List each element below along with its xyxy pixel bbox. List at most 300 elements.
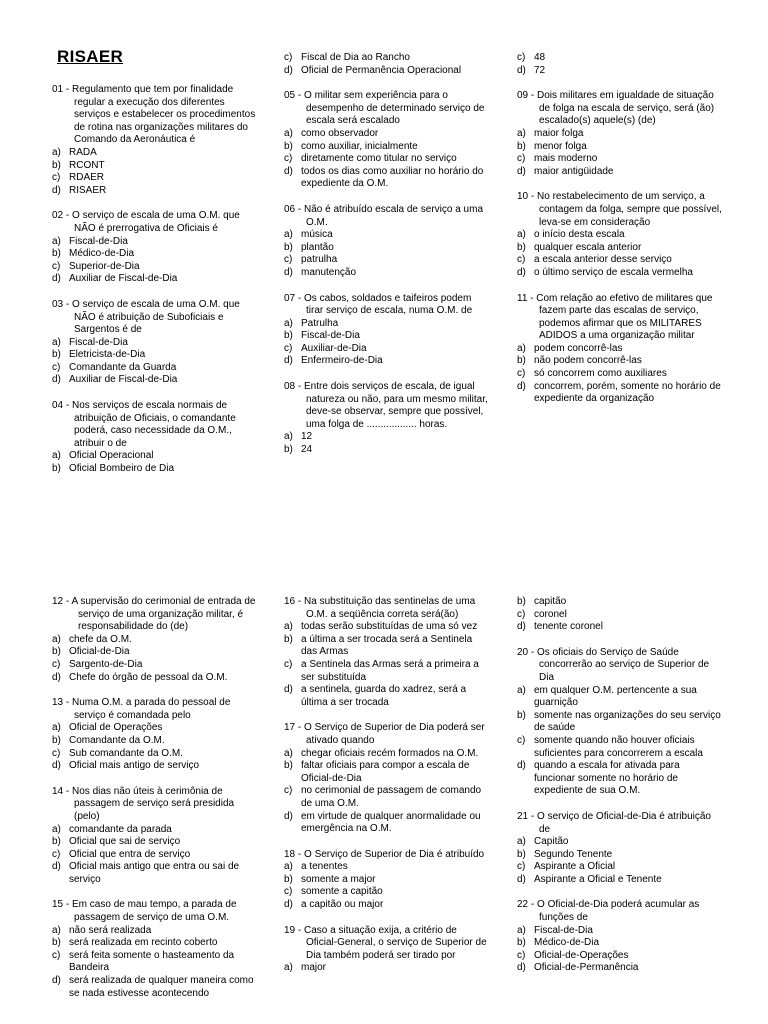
option-letter: b) bbox=[517, 937, 526, 949]
option-text: Oficial mais antigo de serviço bbox=[69, 760, 200, 772]
option-text: Patrulha bbox=[301, 317, 339, 329]
answer-option bbox=[517, 962, 722, 975]
option-letter: a) bbox=[517, 836, 526, 848]
question-text: 12 - A supervisão do cerimonial de entrada de serviço de uma organização militar, é responsabilidade do (de) bbox=[52, 596, 256, 633]
question-text: 05 - O militar sem experiência para o desempenho de determinado serviço de escala será escalado bbox=[284, 90, 485, 127]
option-letter: b) bbox=[284, 241, 293, 253]
option-letter: d) bbox=[52, 861, 61, 873]
option-letter: a) bbox=[517, 684, 526, 696]
question-block bbox=[517, 596, 722, 634]
option-letter: d) bbox=[517, 64, 526, 76]
option-letter: d) bbox=[52, 975, 61, 987]
answer-option bbox=[517, 355, 722, 368]
option-text: Superior-de-Dia bbox=[69, 260, 140, 272]
answer-option bbox=[52, 735, 257, 748]
option-letter: d) bbox=[284, 355, 293, 367]
option-text: Oficial mais antigo que entra ou sai de serviço bbox=[69, 861, 240, 885]
option-letter: c) bbox=[517, 153, 526, 165]
option-text: tenente coronel bbox=[534, 621, 603, 633]
option-text: no cerimonial de passagem de comando de uma O.M. bbox=[301, 785, 482, 809]
question-block bbox=[52, 786, 257, 887]
answer-option bbox=[284, 899, 489, 912]
question-text: 02 - O serviço de escala de uma O.M. que NÃO é prerrogativa de Oficiais é bbox=[52, 210, 240, 234]
question-text: 22 - O Oficial-de-Dia poderá acumular as funções de bbox=[517, 899, 700, 924]
option-letter: c) bbox=[52, 172, 61, 184]
answer-option bbox=[517, 596, 722, 609]
option-text: Auxiliar-de-Dia bbox=[301, 342, 367, 354]
option-text: Médico-de-Dia bbox=[69, 248, 135, 260]
answer-option bbox=[52, 760, 257, 773]
answer-option bbox=[52, 836, 257, 849]
answer-option bbox=[284, 128, 489, 141]
question-text: 08 - Entre dois serviços de escala, de igual natureza ou não, para um mesmo militar, deve-se observar, sempre que possível, uma folga de .................. horas. bbox=[284, 381, 488, 430]
option-letter: c) bbox=[517, 254, 526, 266]
column bbox=[284, 52, 489, 470]
option-letter: a) bbox=[517, 924, 526, 936]
question-block bbox=[284, 849, 489, 912]
option-text: coronel bbox=[534, 608, 567, 620]
option-letter: d) bbox=[52, 184, 61, 196]
option-text: 24 bbox=[301, 444, 313, 456]
answer-option bbox=[517, 242, 722, 255]
option-letter: a) bbox=[52, 146, 61, 158]
answer-option bbox=[52, 463, 257, 476]
option-text: chefe da O.M. bbox=[69, 633, 132, 645]
option-letter: c) bbox=[52, 260, 61, 272]
option-letter: a) bbox=[284, 229, 293, 241]
question-text: 06 - Não é atribuído escala de serviço a uma O.M. bbox=[284, 203, 483, 228]
option-letter: b) bbox=[52, 349, 61, 361]
option-text: 72 bbox=[534, 64, 546, 76]
answer-option bbox=[284, 52, 489, 65]
option-text: mais moderno bbox=[534, 153, 598, 165]
option-text: 12 bbox=[301, 431, 313, 443]
question-text: 09 - Dois militares em igualdade de situação de folga na escala de serviço, será (ão) escalado(s) aquele(s) (de) bbox=[517, 90, 715, 127]
question-text: 19 - Caso a situação exija, a critério de Oficial-General, o serviço de Superior de Dia também poderá ser tirado por bbox=[284, 924, 487, 961]
question-block bbox=[517, 293, 722, 406]
answer-option bbox=[284, 659, 489, 684]
option-letter: c) bbox=[284, 52, 293, 63]
option-letter: b) bbox=[517, 709, 526, 721]
question-text: 13 - Numa O.M. a parada do pessoal de serviço é comandada pelo bbox=[52, 697, 231, 721]
answer-option bbox=[517, 141, 722, 154]
answer-option bbox=[52, 362, 257, 375]
option-text: não será realizada bbox=[69, 924, 152, 936]
question-block bbox=[517, 90, 722, 178]
option-letter: c) bbox=[517, 608, 526, 620]
option-text: somente quando não houver oficiais suficientes para concorrerem a escala bbox=[534, 734, 703, 759]
column bbox=[284, 596, 489, 988]
question-block bbox=[284, 293, 489, 369]
option-letter: c) bbox=[284, 254, 293, 266]
option-letter: a) bbox=[52, 450, 61, 462]
question-block bbox=[52, 697, 257, 773]
answer-option bbox=[284, 65, 489, 78]
option-text: Fiscal-de-Dia bbox=[534, 924, 593, 936]
answer-option bbox=[517, 950, 722, 963]
option-text: menor folga bbox=[534, 140, 587, 152]
option-text: plantão bbox=[301, 241, 334, 253]
option-letter: b) bbox=[52, 836, 61, 848]
question-block bbox=[284, 52, 489, 77]
option-letter: d) bbox=[284, 165, 293, 177]
question-block bbox=[284, 925, 489, 975]
answer-option bbox=[517, 861, 722, 874]
answer-option bbox=[284, 267, 489, 280]
option-text: será realizada de qualquer maneira como se nada estivesse acontecendo bbox=[69, 975, 254, 999]
question-block bbox=[517, 647, 722, 798]
question-block bbox=[52, 400, 257, 476]
option-text: a tenentes bbox=[301, 861, 348, 873]
option-text: Aspirante a Oficial e Tenente bbox=[534, 873, 662, 885]
option-text: somente nas organizações do seu serviço de saúde bbox=[534, 709, 721, 734]
answer-option bbox=[517, 621, 722, 634]
option-letter: b) bbox=[52, 937, 61, 949]
answer-option bbox=[517, 735, 722, 760]
option-text: Oficial-de-Permanência bbox=[534, 962, 639, 974]
question-block bbox=[52, 210, 257, 286]
answer-option bbox=[517, 65, 722, 78]
answer-option bbox=[284, 166, 489, 191]
option-letter: a) bbox=[284, 962, 293, 974]
answer-option bbox=[284, 254, 489, 267]
option-text: manutenção bbox=[301, 266, 357, 278]
option-letter: c) bbox=[52, 747, 61, 759]
option-text: Oficial Bombeiro de Dia bbox=[69, 463, 175, 475]
answer-option bbox=[284, 861, 489, 874]
question-text: 15 - Em caso de mau tempo, a parada de passagem de serviço de uma O.M. bbox=[52, 899, 237, 924]
answer-option bbox=[52, 185, 257, 198]
option-text: o último serviço de escala vermelha bbox=[534, 266, 693, 278]
answer-option bbox=[52, 374, 257, 387]
option-text: Eletricista-de-Dia bbox=[69, 349, 146, 361]
option-text: Enfermeiro-de-Dia bbox=[301, 355, 383, 367]
question-text: 11 - Com relação ao efetivo de militares que fazem parte das escalas de serviço, podemos afirmar que os MILITARES ADIDOS a uma organização militar bbox=[517, 292, 713, 342]
option-text: somente a capitão bbox=[301, 886, 383, 898]
option-letter: c) bbox=[52, 848, 61, 860]
option-letter: a) bbox=[284, 317, 293, 329]
option-text: Oficial de Permanência Operacional bbox=[301, 64, 462, 76]
answer-option bbox=[284, 242, 489, 255]
option-text: faltar oficiais para compor a escala de Oficial-de-Dia bbox=[301, 760, 470, 784]
question-block bbox=[52, 899, 257, 1000]
column bbox=[52, 596, 257, 1013]
question-text: 21 - O serviço de Oficial-de-Dia é atribuição de bbox=[517, 810, 711, 835]
option-letter: d) bbox=[284, 899, 293, 911]
answer-option bbox=[284, 621, 489, 634]
answer-option bbox=[52, 722, 257, 735]
answer-option bbox=[52, 450, 257, 463]
answer-option bbox=[517, 937, 722, 950]
option-letter: a) bbox=[284, 747, 293, 759]
option-letter: b) bbox=[52, 646, 61, 658]
option-letter: b) bbox=[284, 873, 293, 885]
answer-option bbox=[284, 355, 489, 368]
answer-option bbox=[517, 343, 722, 356]
option-letter: a) bbox=[284, 861, 293, 873]
option-letter: b) bbox=[517, 848, 526, 860]
option-text: todas serão substituídas de uma só vez bbox=[301, 621, 478, 633]
question-text: 18 - O Serviço de Superior de Dia é atribuído bbox=[284, 848, 485, 860]
answer-option bbox=[52, 937, 257, 950]
option-letter: b) bbox=[517, 355, 526, 367]
option-letter: d) bbox=[517, 962, 526, 974]
option-letter: d) bbox=[52, 671, 61, 683]
option-letter: b) bbox=[284, 444, 293, 456]
option-letter: c) bbox=[517, 949, 526, 961]
option-text: todos os dias como auxiliar no horário do expediente da O.M. bbox=[301, 165, 484, 190]
question-text: 01 - Regulamento que tem por finalidade regular a execução dos diferentes serviços e estabelecer os procedimentos de rotina nas organizações militares do Comando da Aeronáutica é bbox=[52, 84, 256, 146]
option-letter: d) bbox=[284, 684, 293, 696]
option-text: a escala anterior desse serviço bbox=[534, 254, 672, 266]
option-letter: b) bbox=[52, 159, 61, 171]
option-text: capitão bbox=[534, 596, 567, 607]
option-text: em virtude de qualquer anormalidade ou emergência na O.M. bbox=[301, 810, 481, 835]
answer-option bbox=[517, 685, 722, 710]
answer-option bbox=[284, 811, 489, 836]
option-text: RCONT bbox=[69, 159, 105, 171]
answer-option bbox=[284, 153, 489, 166]
option-letter: a) bbox=[52, 722, 61, 734]
option-letter: c) bbox=[284, 342, 293, 354]
answer-option bbox=[284, 684, 489, 709]
option-text: Oficial que sai de serviço bbox=[69, 836, 181, 848]
option-letter: c) bbox=[517, 52, 526, 63]
option-text: Auxiliar de Fiscal-de-Dia bbox=[69, 374, 178, 386]
answer-option bbox=[52, 659, 257, 672]
option-letter: d) bbox=[52, 374, 61, 386]
question-block bbox=[284, 722, 489, 835]
option-letter: a) bbox=[52, 235, 61, 247]
answer-option bbox=[517, 849, 722, 862]
column bbox=[52, 84, 257, 489]
question-block bbox=[52, 84, 257, 197]
option-letter: d) bbox=[517, 760, 526, 772]
answer-option bbox=[52, 349, 257, 362]
option-letter: c) bbox=[284, 785, 293, 797]
option-letter: a) bbox=[284, 127, 293, 139]
option-text: qualquer escala anterior bbox=[534, 241, 642, 253]
answer-option bbox=[517, 760, 722, 798]
option-text: RADA bbox=[69, 146, 97, 158]
question-block bbox=[517, 899, 722, 975]
answer-option bbox=[284, 962, 489, 975]
answer-option bbox=[52, 147, 257, 160]
option-text: Segundo Tenente bbox=[534, 848, 613, 860]
option-letter: d) bbox=[517, 165, 526, 177]
option-text: major bbox=[301, 962, 327, 974]
answer-option bbox=[52, 261, 257, 274]
answer-option bbox=[52, 273, 257, 286]
option-letter: d) bbox=[52, 760, 61, 772]
answer-option bbox=[52, 672, 257, 685]
answer-option bbox=[284, 141, 489, 154]
option-text: maior antigüidade bbox=[534, 165, 614, 177]
option-text: Fiscal-de-Dia bbox=[301, 330, 360, 342]
option-text: o início desta escala bbox=[534, 229, 625, 241]
option-text: RISAER bbox=[69, 184, 107, 196]
answer-option bbox=[517, 128, 722, 141]
answer-option bbox=[284, 444, 489, 457]
option-text: maior folga bbox=[534, 127, 584, 139]
option-letter: b) bbox=[284, 760, 293, 772]
option-text: Comandante da O.M. bbox=[69, 734, 165, 746]
option-letter: a) bbox=[52, 336, 61, 348]
question-text: 04 - Nos serviços de escala normais de atribuição de Oficiais, o comandante poderá, caso necessidade da O.M., atribuir o de bbox=[52, 400, 236, 449]
option-letter: a) bbox=[52, 924, 61, 936]
option-text: Oficial que entra de serviço bbox=[69, 848, 191, 860]
option-text: patrulha bbox=[301, 254, 338, 266]
option-letter: b) bbox=[284, 330, 293, 342]
option-text: será feita somente o hasteamento da Bandeira bbox=[69, 949, 235, 974]
option-letter: b) bbox=[284, 633, 293, 645]
question-text: 07 - Os cabos, soldados e taifeiros podem tirar serviço de escala, numa O.M. de bbox=[284, 292, 473, 317]
option-letter: c) bbox=[284, 886, 293, 898]
option-letter: b) bbox=[284, 140, 293, 152]
option-letter: a) bbox=[517, 127, 526, 139]
option-text: RDAER bbox=[69, 172, 105, 184]
answer-option bbox=[52, 172, 257, 185]
option-text: não podem concorrê-las bbox=[534, 355, 642, 367]
answer-option bbox=[284, 318, 489, 331]
answer-option bbox=[517, 368, 722, 381]
answer-option bbox=[284, 229, 489, 242]
answer-option bbox=[284, 785, 489, 810]
option-text: Oficial de Operações bbox=[69, 722, 163, 734]
answer-option bbox=[284, 748, 489, 761]
option-text: 48 bbox=[534, 52, 546, 63]
answer-option bbox=[52, 248, 257, 261]
question-block bbox=[52, 299, 257, 387]
option-letter: d) bbox=[517, 380, 526, 392]
question-block bbox=[284, 596, 489, 709]
answer-option bbox=[52, 824, 257, 837]
answer-option bbox=[284, 431, 489, 444]
option-letter: d) bbox=[52, 273, 61, 285]
option-text: diretamente como titular no serviço bbox=[301, 153, 457, 165]
answer-option bbox=[517, 836, 722, 849]
answer-option bbox=[52, 861, 257, 886]
option-letter: a) bbox=[284, 621, 293, 633]
answer-option bbox=[52, 160, 257, 173]
option-text: como observador bbox=[301, 127, 379, 139]
answer-option bbox=[517, 166, 722, 179]
answer-option bbox=[284, 330, 489, 343]
question-block bbox=[284, 90, 489, 191]
option-text: chegar oficiais recém formados na O.M. bbox=[301, 747, 479, 759]
question-text: 20 - Os oficiais do Serviço de Saúde concorrerão ao serviço de Superior de Dia bbox=[517, 646, 710, 683]
option-letter: c) bbox=[517, 734, 526, 746]
question-block bbox=[517, 52, 722, 77]
answer-option bbox=[517, 229, 722, 242]
option-text: quando a escala for ativada para funcionar somente no horário de expediente de sua O.M. bbox=[534, 760, 680, 797]
question-text: 16 - Na substituição das sentinelas de uma O.M. a seqüência correta será(ão) bbox=[284, 596, 476, 620]
option-letter: d) bbox=[284, 64, 293, 76]
answer-option bbox=[517, 381, 722, 406]
option-text: só concorrem como auxiliares bbox=[534, 368, 667, 380]
option-letter: d) bbox=[517, 873, 526, 885]
question-block bbox=[284, 381, 489, 457]
option-letter: b) bbox=[52, 734, 61, 746]
answer-option bbox=[52, 950, 257, 975]
option-text: Fiscal-de-Dia bbox=[69, 336, 128, 348]
option-text: podem concorrê-las bbox=[534, 342, 623, 354]
option-text: a capitão ou major bbox=[301, 899, 384, 911]
answer-option bbox=[52, 748, 257, 761]
option-text: Oficial-de-Operações bbox=[534, 949, 629, 961]
answer-option bbox=[517, 267, 722, 280]
option-text: Oficial-de-Dia bbox=[69, 646, 130, 658]
question-text: 10 - No restabelecimento de um serviço, a contagem da folga, sempre que possível, leva-se em consideração bbox=[517, 191, 722, 228]
option-text: concorrem, porém, somente no horário de expediente da organização bbox=[534, 380, 721, 405]
option-letter: b) bbox=[52, 463, 61, 475]
question-text: 17 - O Serviço de Superior de Dia poderá ser ativado quando bbox=[284, 722, 485, 746]
question-block bbox=[517, 191, 722, 279]
answer-option bbox=[52, 236, 257, 249]
answer-option bbox=[517, 609, 722, 622]
answer-option bbox=[52, 337, 257, 350]
answer-option bbox=[52, 646, 257, 659]
option-text: a Sentinela das Armas será a primeira a ser substituída bbox=[301, 658, 479, 683]
answer-option bbox=[517, 710, 722, 735]
option-text: comandante da parada bbox=[69, 823, 172, 835]
answer-option bbox=[284, 634, 489, 659]
option-text: somente a major bbox=[301, 873, 376, 885]
option-letter: d) bbox=[517, 266, 526, 278]
column bbox=[517, 52, 722, 419]
option-text: Sargento-de-Dia bbox=[69, 658, 143, 670]
answer-option bbox=[52, 925, 257, 938]
option-letter: d) bbox=[517, 621, 526, 633]
answer-option bbox=[52, 849, 257, 862]
option-text: Sub comandante da O.M. bbox=[69, 747, 183, 759]
option-letter: d) bbox=[284, 810, 293, 822]
option-text: a sentinela, guarda do xadrez, será a última a ser trocada bbox=[301, 684, 467, 708]
option-letter: c) bbox=[52, 949, 61, 961]
option-letter: a) bbox=[517, 229, 526, 241]
question-text: 14 - Nos dias não úteis à cerimônia de passagem de serviço será presidida (pelo) bbox=[52, 785, 235, 822]
answer-option bbox=[52, 975, 257, 1000]
question-text: 03 - O serviço de escala de uma O.M. que NÃO é atribuição de Suboficiais e Sargentos é de bbox=[52, 298, 240, 336]
option-text: será realizada em recinto coberto bbox=[69, 937, 218, 949]
option-text: a última a ser trocada será a Sentinela das Armas bbox=[301, 633, 473, 658]
answer-option bbox=[517, 153, 722, 166]
option-letter: a) bbox=[517, 342, 526, 354]
option-letter: d) bbox=[284, 266, 293, 278]
answer-option bbox=[284, 343, 489, 356]
option-letter: b) bbox=[517, 596, 526, 607]
option-text: Fiscal-de-Dia bbox=[69, 235, 128, 247]
option-letter: c) bbox=[284, 658, 293, 670]
option-text: Oficial Operacional bbox=[69, 450, 154, 462]
option-letter: b) bbox=[517, 140, 526, 152]
question-block bbox=[517, 811, 722, 887]
option-letter: c) bbox=[517, 861, 526, 873]
option-text: Aspirante a Oficial bbox=[534, 861, 616, 873]
option-letter: a) bbox=[52, 633, 61, 645]
option-text: Capitão bbox=[534, 836, 569, 848]
answer-option bbox=[517, 874, 722, 887]
answer-option bbox=[517, 52, 722, 65]
column bbox=[517, 596, 722, 988]
option-letter: c) bbox=[284, 153, 293, 165]
option-text: como auxiliar, inicialmente bbox=[301, 140, 418, 152]
option-letter: c) bbox=[52, 658, 61, 670]
option-text: Comandante da Guarda bbox=[69, 361, 177, 373]
option-letter: c) bbox=[517, 368, 526, 380]
answer-option bbox=[517, 925, 722, 938]
question-block bbox=[284, 204, 489, 280]
